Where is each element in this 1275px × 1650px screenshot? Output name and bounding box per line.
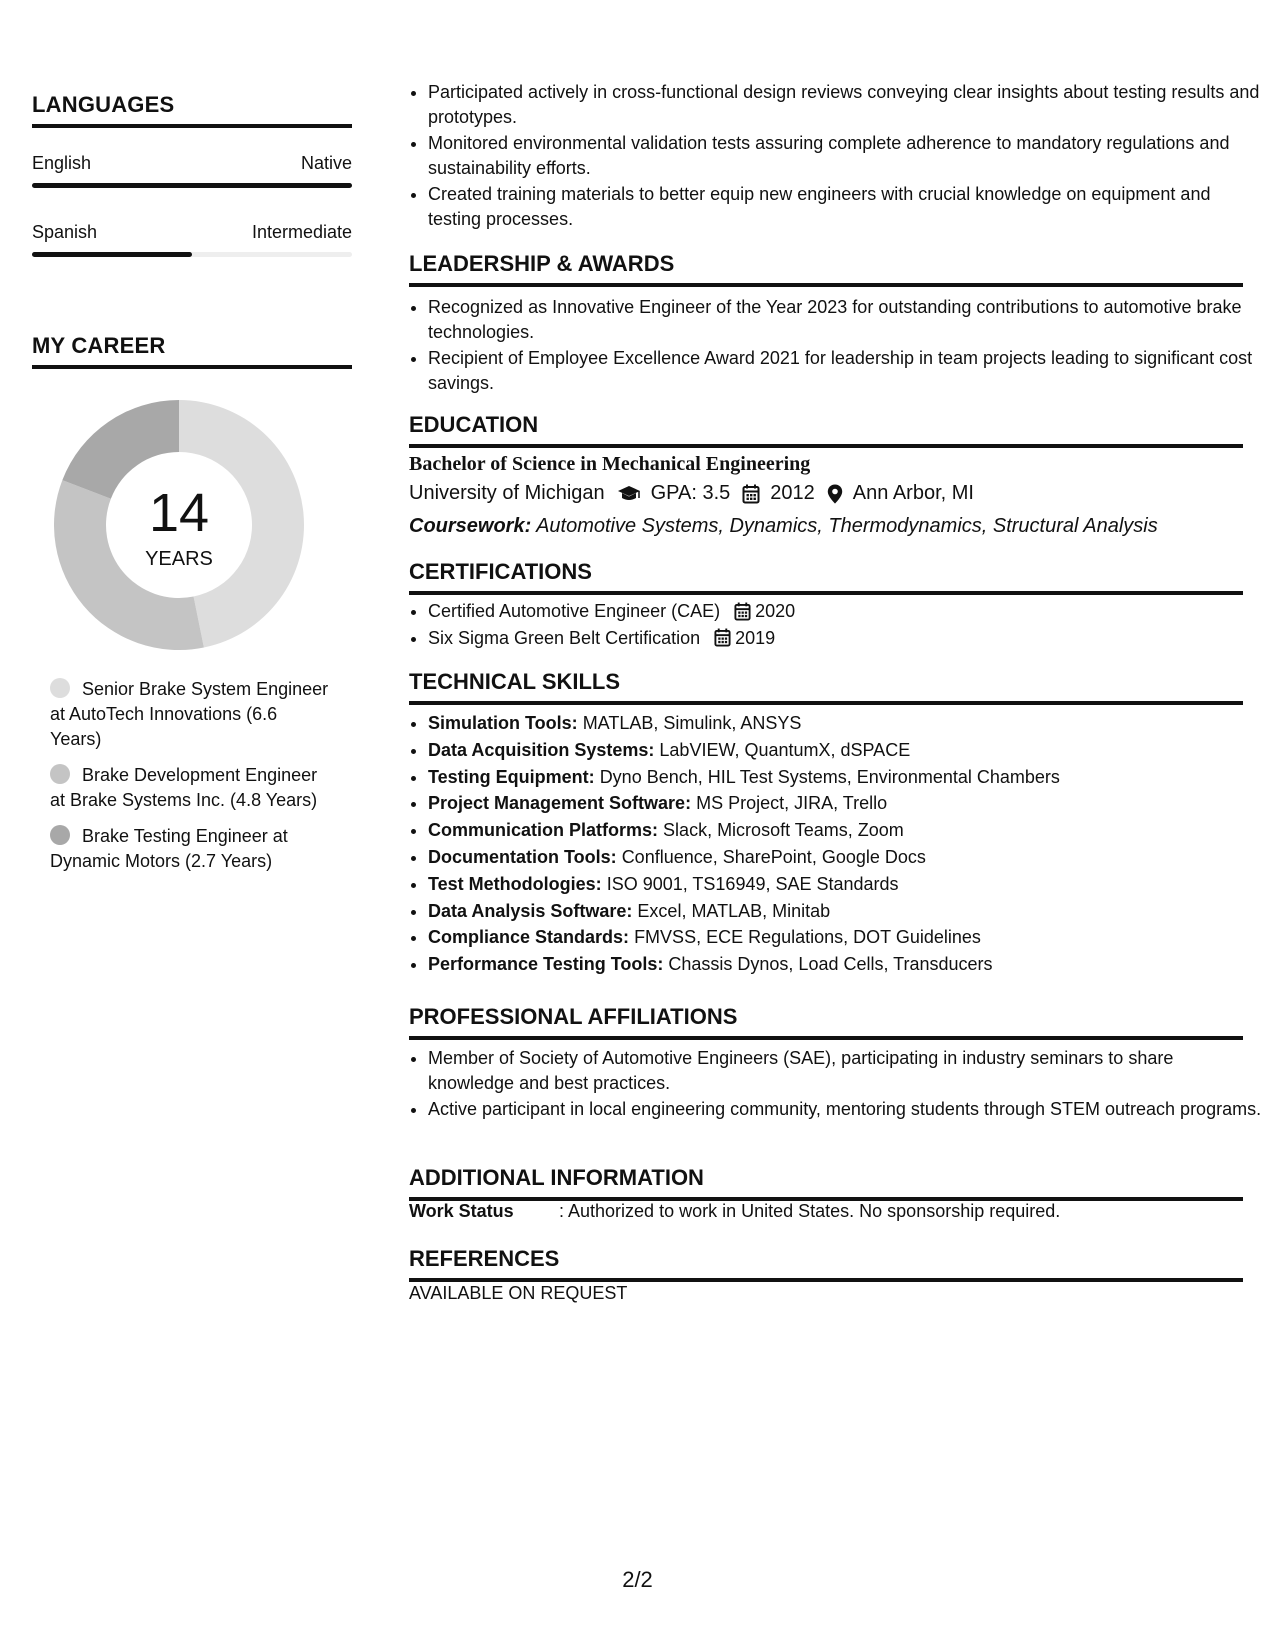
work-status-row bbox=[409, 1201, 1060, 1222]
skills-list bbox=[409, 711, 1262, 979]
certification-item bbox=[428, 626, 1262, 651]
references-heading: REFERENCES bbox=[409, 1246, 1243, 1282]
degree-title: Bachelor of Science in Mechanical Engineering bbox=[409, 453, 811, 475]
career-legend bbox=[50, 677, 330, 885]
legend-item bbox=[50, 677, 330, 752]
skill-item bbox=[428, 952, 1262, 977]
legend-dot bbox=[50, 825, 70, 845]
skill-label: Communication Platforms: bbox=[428, 820, 659, 841]
career-total-unit: YEARS bbox=[145, 548, 213, 570]
coursework-list: Automotive Systems, Dynamics, Thermodynamics, Structural Analysis bbox=[536, 515, 1158, 537]
skill-label: Testing Equipment: bbox=[428, 766, 595, 787]
calendar-icon bbox=[734, 602, 751, 621]
location-pin-icon bbox=[827, 484, 843, 504]
school-location: Ann Arbor, MI bbox=[852, 482, 974, 504]
certification-item bbox=[428, 599, 1262, 624]
award-bullet: • Recognized as Innovative Engineer of the Year 2023 for outstanding contributions to automotive brake technologies. bbox=[428, 295, 1262, 344]
language-level: Intermediate bbox=[251, 222, 352, 242]
skill-label: Data Analysis Software: bbox=[428, 900, 633, 921]
calendar-icon bbox=[742, 484, 760, 504]
skill-value: Chassis Dynos, Load Cells, Transducers bbox=[668, 954, 993, 975]
language-item bbox=[32, 222, 352, 257]
language-proficiency-bar bbox=[32, 183, 352, 188]
certification-year: 2019 bbox=[735, 627, 776, 648]
skill-label: Compliance Standards: bbox=[428, 927, 630, 948]
language-item bbox=[32, 153, 352, 188]
skill-label: Simulation Tools: bbox=[428, 713, 578, 733]
references-text: AVAILABLE ON REQUEST bbox=[409, 1283, 628, 1303]
skill-value: Dyno Bench, HIL Test Systems, Environmental Chambers bbox=[599, 766, 1060, 787]
donut-center bbox=[54, 400, 304, 650]
calendar-icon bbox=[714, 628, 731, 647]
work-status-label: Work Status bbox=[409, 1201, 514, 1221]
language-name: Spanish bbox=[32, 222, 98, 242]
skill-item bbox=[428, 872, 1262, 897]
page-number: 2/2 bbox=[622, 1567, 653, 1592]
graduation-cap-icon bbox=[617, 485, 641, 503]
legend-dot bbox=[50, 678, 70, 698]
legend-label: Senior Brake System Engineer at AutoTech Innovations (6.6 Years) bbox=[50, 679, 329, 749]
legend-item bbox=[50, 763, 330, 813]
career-total-years: 14 bbox=[148, 483, 210, 543]
language-proficiency-fill bbox=[32, 183, 352, 188]
skill-item bbox=[428, 765, 1262, 790]
leadership-bullets bbox=[409, 295, 1262, 397]
education-heading: EDUCATION bbox=[409, 412, 1243, 448]
skill-item bbox=[428, 845, 1262, 870]
legend-item bbox=[50, 824, 330, 874]
skill-value: ISO 9001, TS16949, SAE Standards bbox=[606, 873, 899, 894]
coursework bbox=[409, 515, 1158, 538]
education-meta bbox=[409, 482, 974, 505]
experience-bullets bbox=[409, 80, 1262, 233]
certification-name: • Certified Automotive Engineer (CAE) bbox=[428, 601, 721, 621]
skill-value: MS Project, JIRA, Trello bbox=[696, 793, 888, 814]
skill-value: LabVIEW, QuantumX, dSPACE bbox=[659, 739, 911, 760]
skill-label: Documentation Tools: bbox=[428, 846, 617, 867]
skill-item bbox=[428, 738, 1262, 763]
certification-year: 2020 bbox=[755, 601, 796, 621]
affiliations-bullets bbox=[409, 1046, 1262, 1124]
affiliation-bullet: • Member of Society of Automotive Engineers (SAE), participating in industry seminars to share knowledge and best practices. bbox=[428, 1046, 1262, 1095]
skill-value: MATLAB, Simulink, ANSYS bbox=[582, 713, 802, 733]
certification-name: • Six Sigma Green Belt Certification bbox=[428, 627, 701, 648]
skill-item bbox=[428, 899, 1262, 924]
award-bullet: • Recipient of Employee Excellence Award 2021 for leadership in team projects leading to significant cost savings. bbox=[428, 346, 1262, 395]
legend-dot bbox=[50, 764, 70, 784]
languages-heading: LANGUAGES bbox=[32, 92, 352, 128]
language-level: Native bbox=[300, 153, 352, 173]
additional-info-heading: ADDITIONAL INFORMATION bbox=[409, 1165, 1243, 1201]
skill-value: Slack, Microsoft Teams, Zoom bbox=[663, 820, 904, 841]
coursework-label: Coursework: bbox=[409, 515, 532, 537]
leadership-heading: LEADERSHIP & AWARDS bbox=[409, 251, 1243, 287]
certifications-heading: CERTIFICATIONS bbox=[409, 559, 1243, 595]
career-heading: MY CAREER bbox=[32, 333, 352, 369]
language-name: English bbox=[32, 153, 92, 173]
graduation-year: 2012 bbox=[770, 482, 815, 504]
skill-value: Confluence, SharePoint, Google Docs bbox=[621, 846, 926, 867]
career-donut-chart bbox=[54, 400, 304, 650]
language-proficiency-bar bbox=[32, 252, 352, 257]
skill-label: Performance Testing Tools: bbox=[428, 954, 664, 975]
skill-item bbox=[428, 711, 1262, 736]
skill-value: FMVSS, ECE Regulations, DOT Guidelines bbox=[634, 927, 981, 948]
certifications-list bbox=[409, 599, 1262, 652]
gpa: GPA: 3.5 bbox=[650, 482, 731, 504]
skill-label: Data Acquisition Systems: bbox=[428, 739, 655, 760]
skills-heading: TECHNICAL SKILLS bbox=[409, 669, 1243, 705]
experience-bullet: • Monitored environmental validation tests assuring complete adherence to mandatory regulations and sustainability efforts. bbox=[428, 131, 1262, 180]
language-proficiency-fill bbox=[32, 252, 192, 257]
legend-label: Brake Development Engineer at Brake Systems Inc. (4.8 Years) bbox=[50, 765, 318, 810]
skill-value: Excel, MATLAB, Minitab bbox=[637, 900, 831, 921]
school-name: University of Michigan bbox=[409, 482, 605, 504]
affiliation-bullet: • Active participant in local engineering community, mentoring students through STEM outreach programs. bbox=[428, 1097, 1262, 1122]
experience-bullet: • Created training materials to better equip new engineers with crucial knowledge on equipment and testing processes. bbox=[428, 182, 1262, 231]
legend-label: Brake Testing Engineer at Dynamic Motors (2.7 Years) bbox=[50, 826, 288, 871]
affiliations-heading: PROFESSIONAL AFFILIATIONS bbox=[409, 1004, 1243, 1040]
skill-item bbox=[428, 925, 1262, 950]
experience-bullet: • Participated actively in cross-functional design reviews conveying clear insights about testing results and prototypes. bbox=[428, 80, 1262, 129]
skill-item bbox=[428, 818, 1262, 843]
skill-label: Project Management Software: bbox=[428, 793, 692, 814]
skill-item bbox=[428, 791, 1262, 816]
skill-label: Test Methodologies: bbox=[428, 873, 602, 894]
work-status-value: : Authorized to work in United States. No sponsorship required. bbox=[559, 1201, 1061, 1221]
